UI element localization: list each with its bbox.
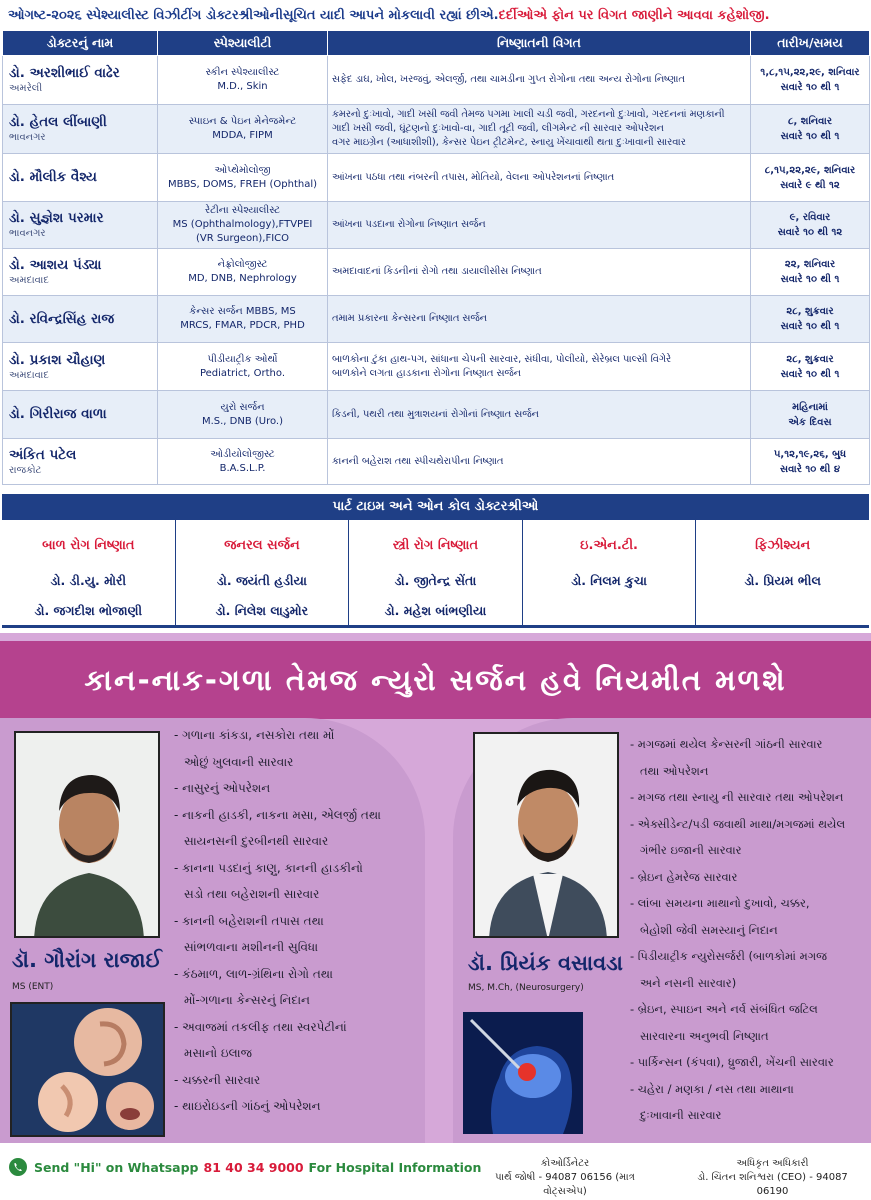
- doctor-name: ડો. સુજ્ઞેશ પરમાર: [9, 210, 104, 226]
- service-item: દુઃખાવાની સારવાર: [640, 1108, 722, 1122]
- ent-doctor-photo: [14, 731, 160, 938]
- authority-contact: ડો. ચિંતન શનિશ્વરા (CEO) - 94087 06190: [697, 1172, 848, 1197]
- ent-illustration: [10, 1002, 165, 1137]
- authority-info: [680, 1157, 865, 1199]
- whatsapp-purpose: For Hospital Information: [308, 1159, 482, 1175]
- service-item: - લાંબા સમયના માથાનો દુખાવો, ચક્કર,: [630, 896, 810, 910]
- datetime-cell: [751, 296, 870, 343]
- speciality-title: સ્પાઇન & પેઇન મેનેજમેન્ટ: [188, 116, 297, 127]
- parttime-column: [349, 520, 523, 625]
- speciality-degree: MD, DNB, Nephrology: [188, 273, 297, 284]
- service-item: - એક્સીડેન્ટ/પડી જવાથી માથા/મગજમાં થયેલ: [630, 816, 846, 831]
- datetime-cell: [751, 105, 870, 154]
- brain-illustration: [463, 1012, 583, 1134]
- col-header-speciality: સ્પેશ્યાલીટી: [158, 31, 328, 56]
- details-line: ગાદી ખસી જવી, ઘૂંટણનો દુઃખાવો-વા, ગાદી તૂટી જવી, લીગમેન્ટ ની સારવાર ઓપરેશન: [332, 123, 664, 134]
- parttime-doctor: ડો. મહેશ બાંભણીયા: [384, 603, 487, 618]
- doctor-schedule-table: [2, 30, 870, 485]
- neuro-doctor-photo: [473, 732, 619, 938]
- ent-doctor-name: ડૉ. ગૌરાંગ રાજાઈ: [12, 948, 162, 972]
- doctor-city: ભાવનગર: [9, 228, 46, 239]
- parttime-doctor: ડો. જગદીશ ભોજાણી: [34, 603, 143, 618]
- parttime-doctor: ડો. પ્રિયમ ભીલ: [744, 573, 821, 588]
- notice-call-text: દર્દીઓએ ફોન પર વિગત જાણીને આવવા કહેશોજી.: [498, 7, 770, 23]
- visit-date: ૮,૧૫,૨૨,૨૯, શનિવાર: [764, 164, 856, 176]
- speciality-cell: [158, 391, 328, 439]
- doctor-name: ડો. મૌલીક વૈશ્ય: [9, 169, 97, 185]
- authority-title: અધિકૃત અધિકારી: [736, 1158, 809, 1169]
- datetime-cell: [751, 391, 870, 439]
- datetime-cell: [751, 249, 870, 296]
- coordinator-title: કોઓર્ડિનેટર: [540, 1158, 590, 1169]
- speciality-cell: [158, 343, 328, 391]
- speciality-title: સ્કીન સ્પેશ્યાલીસ્ટ: [205, 67, 280, 78]
- notice-text: ઓગષ્ટ-૨૦૨૬ સ્પેશ્યાલીસ્ટ વિઝીટીંગ ડોક્ટરશ્રીઓની: [8, 7, 283, 23]
- service-item: ઓછું ખુલવાની સારવાર: [184, 754, 294, 769]
- service-item: મોં-ગળાના કેન્સરનું નિદાન: [184, 993, 310, 1007]
- visit-time: સવારે ૧૦ થી ૧: [780, 368, 840, 380]
- speciality-title: પીડીયાટ્રીક ઓર્થો: [207, 353, 278, 365]
- speciality-cell: [158, 105, 328, 154]
- notice-line: [0, 0, 871, 30]
- doctor-cell: [3, 439, 158, 485]
- table-row: [3, 56, 870, 105]
- speciality-cell: [158, 249, 328, 296]
- speciality-cell: [158, 202, 328, 249]
- speciality-degree-extra: (VR Surgeon),FICO: [195, 233, 290, 244]
- visit-time: સવારે ૧૦ થી ૧: [780, 131, 840, 142]
- speciality-degree: M.S., DNB (Uro.): [201, 415, 284, 427]
- neuro-doctor-qualification: MS, M.Ch, (Neurosurgery): [468, 983, 584, 993]
- doctor-name: ડો. આશય પંડ્યા: [9, 257, 102, 273]
- details-cell: [328, 154, 751, 202]
- datetime-cell: [751, 154, 870, 202]
- notice-mid: સૂચિત યાદી આપને મોકલાવી રહ્યાં છીએ.: [282, 7, 499, 23]
- visit-time: એક દિવસ: [788, 416, 832, 428]
- doctor-name: ડો. રવિન્દ્રસિંહ રાજ: [9, 310, 115, 327]
- doctor-name: ડો. અરશીભાઈ વાઢેર: [9, 65, 120, 81]
- speciality-degree: Pediatrict, Ortho.: [199, 367, 286, 379]
- doctor-name: ડો. પ્રકાશ ચૌહાણ: [9, 351, 106, 368]
- whatsapp-info: [8, 1157, 481, 1177]
- datetime-cell: [751, 202, 870, 249]
- service-item: સાંભળવાના મશીનની સુવિધા: [184, 940, 319, 954]
- visit-date: મહિનામાં: [792, 401, 828, 413]
- service-item: - કાનના પડદાનું કાણુ, કાનની હાડકીનો: [174, 860, 363, 875]
- speciality-degree: MRCS, FMAR, PDCR, PHD: [180, 320, 305, 331]
- visit-time: સવારે ૧૦ થી ૧: [780, 321, 840, 332]
- details-cell: [328, 56, 751, 105]
- parttime-doctor: ડો. નિલમ કુચા: [571, 573, 647, 588]
- service-item: - ચહેરા / મણકા / નસ તથા માથાના: [630, 1081, 794, 1096]
- doctor-city: અમદાવાદ: [9, 369, 49, 381]
- details-line: આંખના પડદાના રોગોના નિષ્ણાત સર્જન: [332, 219, 486, 230]
- parttime-doctor: ડો. નિલેશ લાડુમોર: [215, 603, 309, 618]
- details-line: કમરનો દુઃખાવો, ગાદી ખસી જવી તેમજ પગમા ખાલી ચડી જવી, ગરદનનો દુઃખાવો, ગરદનનાં મણકાની: [332, 109, 725, 120]
- doctor-cell: [3, 56, 158, 105]
- doctor-cell: [3, 343, 158, 391]
- service-item: ગંભીર ઇજાની સારવાર: [640, 843, 742, 857]
- visit-date: ૨૮, શુક્રવાર: [786, 306, 834, 317]
- coordinator-contact: પાર્થ જોષી - 94087 06156 (માત્ર વોટ્સએપ): [495, 1172, 635, 1197]
- service-item: સડો તથા બહેરાશની સારવાર: [184, 887, 320, 901]
- speciality-cell: [158, 56, 328, 105]
- parttime-heading: ફિઝીશ્યન: [755, 538, 811, 553]
- parttime-grid: [2, 520, 869, 628]
- ent-doctor-qualification: MS (ENT): [12, 982, 54, 992]
- speciality-cell: [158, 154, 328, 202]
- table-header-row: [3, 31, 870, 56]
- service-item: - ગળાના કાંકડા, નસકોરા તથા મોં: [174, 728, 335, 742]
- doctor-name: અંકિત પટેલ: [9, 446, 77, 463]
- datetime-cell: [751, 439, 870, 485]
- parttime-heading: જનરલ સર્જન: [224, 538, 300, 553]
- service-item: - મગજ તથા સ્નાયુ ની સારવાર તથા ઓપરેશન: [630, 790, 844, 804]
- speciality-cell: [158, 439, 328, 485]
- col-header-doctor: ડોક્ટરનું નામ: [3, 31, 158, 56]
- service-item: - અવાજમાં તકલીફ તથા સ્વરપેટીનાં: [174, 1019, 347, 1034]
- service-item: - ચક્કરની સારવાર: [174, 1072, 261, 1087]
- details-cell: [328, 249, 751, 296]
- speciality-degree: M.D., Skin: [217, 81, 268, 92]
- parttime-heading: ઇ.એન.ટી.: [580, 538, 638, 553]
- service-item: - મગજમાં થયેલ કેન્સરની ગાંઠની સારવાર: [630, 737, 823, 751]
- neuro-doctor-name: ડૉ. પ્રિયંક વસાવડા: [468, 951, 623, 975]
- details-line: બાળકોના ટુંકા હાથ-પગ, સાંધાના ચેપની સારવાર, સંધીવા, પોલીયો, સેરેબ્રલ પાલ્સી વિગેરે: [332, 353, 672, 365]
- doctor-cell: [3, 391, 158, 439]
- table-row: [3, 202, 870, 249]
- specialist-banner: કાન-નાક-ગળા તેમજ ન્યુરો સર્જન હવે નિયમીત મળશે: [0, 641, 871, 719]
- service-item: સાયનસની દુરબીનથી સારવાર: [184, 834, 329, 848]
- service-item: અને નસની સારવાર): [640, 975, 737, 990]
- doctor-cell: [3, 296, 158, 343]
- speciality-title: યુરો સર્જન: [220, 401, 265, 413]
- doctor-name: ડો. હેતલ લીંબાણી: [9, 114, 107, 130]
- whatsapp-number[interactable]: 81 40 34 9000: [203, 1159, 304, 1175]
- service-item: મસાનો ઇલાજ: [184, 1046, 252, 1060]
- speciality-title: ઓડીયોલોજીસ્ટ: [210, 448, 275, 460]
- speciality-degree: B.A.S.L.P.: [219, 462, 266, 474]
- details-line: બાળકોને લગતા હાડકાના રોગોના નિષ્ણાત સર્જન: [332, 367, 521, 379]
- service-item: - પિડીયાટ્રીક ન્યુરોસર્જરી (બાળકોમાં મગજ: [630, 949, 828, 963]
- doctor-city: રાજકોટ: [9, 464, 42, 476]
- doctor-cell: [3, 202, 158, 249]
- parttime-doctor: ડો. જીતેન્દ્ર સેંતા: [394, 573, 477, 588]
- visit-date: ૯, રવિવાર: [789, 212, 831, 223]
- parttime-heading: સ્ત્રી રોગ નિષ્ણાત: [392, 538, 479, 553]
- doctor-cell: [3, 154, 158, 202]
- doctor-cell: [3, 105, 158, 154]
- speciality-title: ઓપ્થેમોલોજી: [214, 164, 271, 176]
- details-line: કિડની, પથરી તથા મુત્રાશયનાં રોગોનાં નિષ્ણાત સર્જન: [332, 408, 539, 420]
- service-item: તથા ઓપરેશન: [640, 763, 709, 778]
- details-line: આંખના પઠધા તથા નંબરની તપાસ, મોતિયો, વેલના ઓપરેશનનાં નિષ્ણાત: [332, 171, 615, 183]
- parttime-doctor: ડો. જયંતી હડીયા: [216, 573, 307, 588]
- parttime-title: પાર્ટ ટાઇમ અને ઓન કોલ ડોક્ટરશ્રીઓ: [2, 494, 869, 520]
- doctor-city: અમરેલી: [9, 83, 43, 94]
- datetime-cell: [751, 56, 870, 105]
- whatsapp-icon: [8, 1157, 28, 1177]
- service-item: બેહોશી જેવી સમસ્યાનું નિદાન: [640, 922, 778, 937]
- parttime-heading: બાળ રોગ નિષ્ણાત: [42, 538, 135, 553]
- parttime-column: [176, 520, 350, 625]
- visit-time: સવારે ૯ થી ૧૨: [780, 179, 840, 191]
- datetime-cell: [751, 343, 870, 391]
- table-row: [3, 154, 870, 202]
- service-item: સારવારના અનુભવી નિષ્ણાત: [640, 1028, 769, 1043]
- doctor-city: ભાવનગર: [9, 132, 46, 143]
- whatsapp-prompt: Send "Hi" on Whatsapp: [34, 1159, 199, 1175]
- visit-date: ૨૮, શુક્રવાર: [786, 353, 834, 365]
- details-cell: [328, 343, 751, 391]
- table-row: [3, 343, 870, 391]
- service-item: - પાર્કિન્સન (કંપવા), ધ્રુજારી, ખેંચની સારવાર: [630, 1055, 834, 1069]
- service-item: - કાનની બહેરાશની તપાસ તથા: [174, 913, 324, 928]
- visit-date: ૧,૮,૧૫,૨૨,૨૯, શનિવાર: [760, 67, 860, 78]
- details-cell: [328, 105, 751, 154]
- visit-date: ૫,૧૨,૧૯,૨૬, બુધ: [773, 448, 847, 460]
- details-line: વગર માઇગ્રેન (આધાશીશી), કેન્સર પેઇન ટ્રીટમેન્ટ, સ્નાયુ ખેંચાવાથી થતા દુઃખાવાની સારવાર: [332, 137, 686, 148]
- doctor-cell: [3, 249, 158, 296]
- details-line: તમામ પ્રકારના કેન્સરના નિષ્ણાત સર્જન: [332, 313, 487, 324]
- parttime-column: [696, 520, 869, 625]
- speciality-cell: [158, 296, 328, 343]
- col-header-datetime: તારીખ/સમય: [751, 31, 870, 56]
- service-item: - નાસુરનું ઓપરેશન: [174, 781, 271, 795]
- parttime-doctor: ડો. ડી.યુ. મોરી: [50, 573, 127, 588]
- visit-date: ૮, શનિવાર: [787, 116, 833, 127]
- service-item: - નાકની હાડકી, નાકના મસા, એલર્જી તથા: [174, 807, 381, 822]
- table-row: [3, 249, 870, 296]
- speciality-degree: MDDA, FIPM: [212, 130, 273, 141]
- col-header-details: નિષ્ણાતની વિગત: [328, 31, 751, 56]
- details-cell: [328, 296, 751, 343]
- service-item: - કંઠમાળ, લાળ-ગ્રંથિના રોગો તથા: [174, 966, 333, 981]
- speciality-title: કેન્સર સર્જન MBBS, MS: [189, 306, 296, 317]
- service-item: - થાઇરોઇડની ગાંઠનું ઓપરેશન: [174, 1099, 321, 1113]
- visit-time: સવારે ૧૦ થી ૧: [780, 274, 840, 285]
- table-row: [3, 296, 870, 343]
- details-cell: [328, 439, 751, 485]
- details-line: કાનની બહેરાશ તથા સ્પીચથેરાપીના નિષ્ણાત: [332, 455, 504, 467]
- speciality-title: નેફ્રોલોજીસ્ટ: [217, 259, 268, 270]
- visit-time: સવારે ૧૦ થી ૧૨: [777, 227, 843, 238]
- visit-date: ૨૨, શનિવાર: [784, 259, 836, 270]
- visit-time: સવારે ૧૦ થી ૧: [780, 82, 840, 93]
- service-item: - બ્રેઇન, સ્પાઇન અને નર્વ સંબંધિત જટિલ: [630, 1002, 818, 1016]
- ent-services-list: [174, 722, 419, 1120]
- table-row: [3, 105, 870, 154]
- doctor-city: અમદાવાદ: [9, 275, 49, 286]
- footer: [0, 1143, 871, 1200]
- details-line: અમદાવાદનાં કિડનીનાં રોગો તથા ડાયાલીસીસ નિષ્ણાત: [332, 266, 542, 277]
- parttime-column: [523, 520, 697, 625]
- neuro-services-list: [630, 731, 868, 1129]
- details-line: સફેદ ડાઘ, ખોલ, ખરજવું, એલર્જી, તથા ચામડીના ગુપ્ત રોગોના તથા અન્ય રોગોના નિષ્ણાત: [332, 74, 685, 85]
- table-row: [3, 439, 870, 485]
- parttime-column: [2, 520, 176, 625]
- visit-time: સવારે ૧૦ થી ૪: [779, 463, 841, 475]
- speciality-degree: MS (Ophthalmology),FTVPEI: [172, 219, 313, 230]
- details-cell: [328, 391, 751, 439]
- details-cell: [328, 202, 751, 249]
- coordinator-info: [490, 1157, 640, 1199]
- table-row: [3, 391, 870, 439]
- doctor-name: ડો. ગિરીરાજ વાળા: [9, 406, 107, 422]
- service-item: - બ્રેઇન હેમરેજ સારવાર: [630, 869, 738, 884]
- speciality-degree: MBBS, DOMS, FREH (Ophthal): [167, 178, 318, 190]
- speciality-title: રેટીના સ્પેશ્યાલીસ્ટ: [204, 205, 281, 216]
